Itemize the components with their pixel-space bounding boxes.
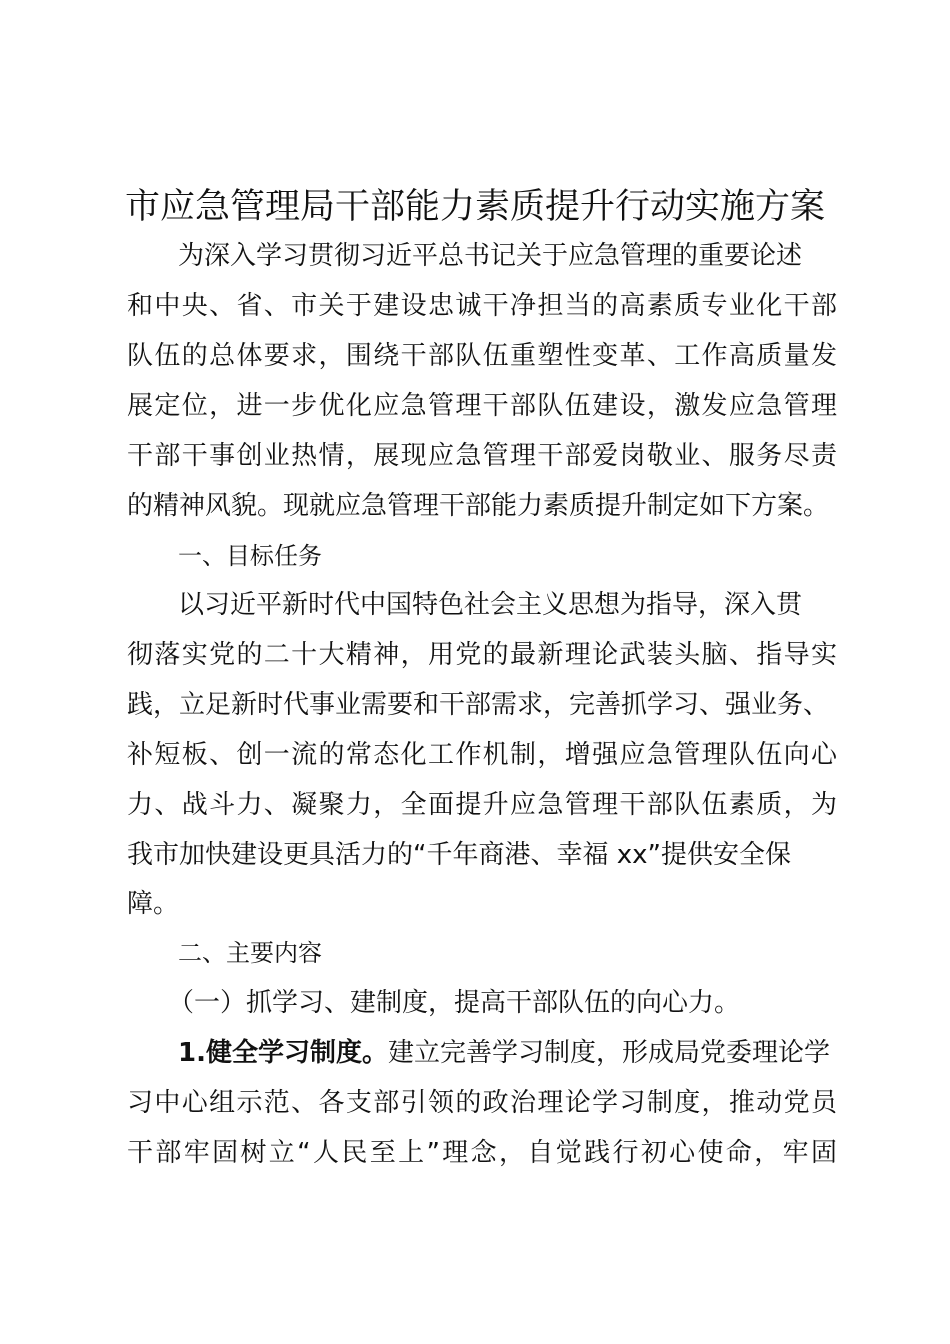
targets-line-3: 践，立足新时代事业需要和干部需求，完善抓学习、强业务、 bbox=[127, 690, 830, 720]
targets-line-2: 彻落实党的二十大精神，用党的最新理论武装头脑、指导实 bbox=[127, 640, 837, 670]
targets-line-5: 力、战斗力、凝聚力，全面提升应急管理干部队伍素质，为 bbox=[127, 790, 837, 820]
item-1-label: 1.健全学习制度。 bbox=[178, 1038, 388, 1068]
intro-line-1: 为深入学习贯彻习近平总书记关于应急管理的重要论述 bbox=[178, 241, 803, 271]
document-title: 市应急管理局干部能力素质提升行动实施方案 bbox=[124, 187, 825, 227]
item-1-line-1 bbox=[178, 1033, 837, 1073]
item-1-text: 建立完善学习制度，形成局党委理论学 bbox=[387, 1038, 830, 1068]
section-heading-targets: 一、目标任务 bbox=[178, 542, 322, 570]
section-heading-content: 二、主要内容 bbox=[178, 939, 322, 967]
item-1-line-3: 干部牢固树立“人民至上”理念，自觉践行初心使命，牢固 bbox=[127, 1138, 837, 1168]
targets-line-1: 以习近平新时代中国特色社会主义思想为指导，深入贯 bbox=[178, 590, 803, 620]
subsection-heading-1: （一）抓学习、建制度，提高干部队伍的向心力。 bbox=[168, 988, 741, 1018]
targets-line-6: 我市加快建设更具活力的“千年商港、幸福 xx”提供安全保 bbox=[127, 840, 791, 870]
intro-line-4: 展定位，进一步优化应急管理干部队伍建设，激发应急管理 bbox=[127, 391, 837, 421]
intro-line-6: 的精神风貌。现就应急管理干部能力素质提升制定如下方案。 bbox=[127, 491, 830, 521]
item-1-line-2: 习中心组示范、各支部引领的政治理论学习制度，推动党员 bbox=[127, 1088, 837, 1118]
intro-line-5: 干部干事创业热情，展现应急管理干部爱岗敬业、服务尽责 bbox=[127, 441, 837, 471]
intro-line-2: 和中央、省、市关于建设忠诚干净担当的高素质专业化干部 bbox=[127, 291, 837, 321]
targets-line-4: 补短板、创一流的常态化工作机制，增强应急管理队伍向心 bbox=[127, 740, 837, 770]
intro-line-3: 队伍的总体要求，围绕干部队伍重塑性变革、工作高质量发 bbox=[127, 341, 837, 371]
targets-line-7: 障。 bbox=[127, 889, 180, 919]
